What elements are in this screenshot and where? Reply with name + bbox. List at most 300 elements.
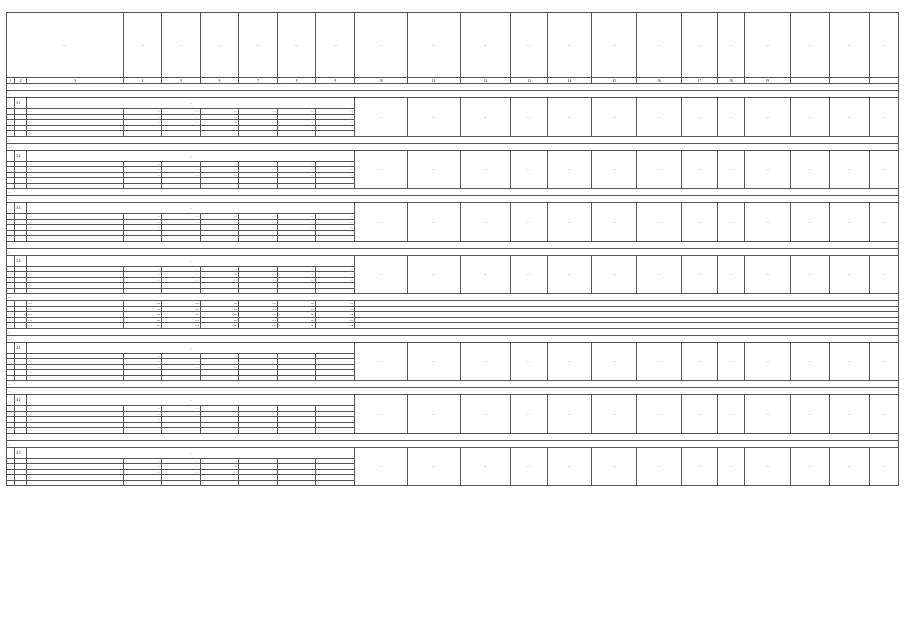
value-cell: … xyxy=(316,266,355,272)
detail-cell: … xyxy=(592,342,637,381)
detail-cell: … xyxy=(744,150,791,189)
cell xyxy=(7,447,15,458)
value-cell: … xyxy=(123,406,162,412)
value-cell: … xyxy=(162,277,201,283)
detail-cell: … xyxy=(744,447,791,486)
object-number: 4.2 xyxy=(15,395,27,406)
detail-cell: … xyxy=(870,395,899,434)
object-title: … xyxy=(27,98,355,109)
object-number: 3.3 xyxy=(15,203,27,214)
value-cell: … xyxy=(123,469,162,475)
value-cell: … xyxy=(123,411,162,417)
detail-cell: … xyxy=(791,395,830,434)
value-cell: … xyxy=(162,458,201,464)
row-label: … xyxy=(27,370,123,376)
value-cell: … xyxy=(239,219,278,225)
cell xyxy=(7,150,15,161)
col-header: … xyxy=(239,13,278,78)
row-label: … xyxy=(27,236,123,242)
detail-cell: … xyxy=(460,255,511,294)
value-cell: … xyxy=(277,214,316,220)
object-number: 4.3 xyxy=(15,447,27,458)
value-cell: … xyxy=(277,277,316,283)
row-label: … xyxy=(27,301,123,307)
value-cell: … xyxy=(277,172,316,178)
object-row xyxy=(7,255,899,266)
value-cell: … xyxy=(123,301,162,307)
detail-cell: … xyxy=(870,98,899,137)
value-cell: … xyxy=(200,225,239,231)
value-cell: … xyxy=(123,109,162,115)
value-cell: … xyxy=(316,225,355,231)
detail-cell: … xyxy=(681,342,718,381)
value-cell: … xyxy=(123,114,162,120)
row-label: … xyxy=(27,277,123,283)
value-cell: … xyxy=(123,277,162,283)
detail-cell: … xyxy=(547,203,592,242)
value-cell: … xyxy=(239,172,278,178)
value-cell: … xyxy=(162,161,201,167)
detail-cell: … xyxy=(637,395,682,434)
value-cell: … xyxy=(162,266,201,272)
value-cell: … xyxy=(123,219,162,225)
value-cell: … xyxy=(277,120,316,126)
value-cell: … xyxy=(162,323,201,329)
value-cell: … xyxy=(123,364,162,370)
value-cell: … xyxy=(200,323,239,329)
row-label: … xyxy=(27,120,123,126)
detail-cell: … xyxy=(637,98,682,137)
section-title: … xyxy=(7,189,899,196)
detail-cell: … xyxy=(460,203,511,242)
table-body xyxy=(7,84,899,486)
value-cell: … xyxy=(162,272,201,278)
row-label: … xyxy=(27,266,123,272)
detail-cell: … xyxy=(592,150,637,189)
program-title: … xyxy=(7,143,899,150)
detail-cell: … xyxy=(511,255,548,294)
value-cell: … xyxy=(200,172,239,178)
detail-cell: … xyxy=(681,150,718,189)
value-cell: … xyxy=(200,353,239,359)
col-header: … xyxy=(162,13,201,78)
value-cell: … xyxy=(239,114,278,120)
value-cell: … xyxy=(200,272,239,278)
col-number: 13 xyxy=(511,78,548,84)
col-header: … xyxy=(592,13,637,78)
value-cell: … xyxy=(239,109,278,115)
value-cell: … xyxy=(200,312,239,318)
investment-table xyxy=(6,12,899,486)
detail-cell: … xyxy=(637,203,682,242)
col-header: … xyxy=(637,13,682,78)
detail-cell: … xyxy=(547,447,592,486)
object-title: … xyxy=(27,447,355,458)
value-cell: … xyxy=(123,214,162,220)
value-cell: … xyxy=(200,214,239,220)
value-cell: … xyxy=(200,469,239,475)
col-header: … xyxy=(277,13,316,78)
detail-cell: … xyxy=(354,255,407,294)
value-cell: … xyxy=(277,219,316,225)
detail-cell: … xyxy=(511,203,548,242)
detail-cell: … xyxy=(744,98,791,137)
value-cell: … xyxy=(200,464,239,470)
col-number: 16 xyxy=(637,78,682,84)
detail-cell: … xyxy=(829,150,870,189)
detail-cell: … xyxy=(744,342,791,381)
value-cell: … xyxy=(277,161,316,167)
object-row xyxy=(7,98,899,109)
investment-table-sheet xyxy=(6,12,899,628)
col-number: 18 xyxy=(718,78,744,84)
detail-cell: … xyxy=(791,150,830,189)
col-number: 14 xyxy=(547,78,592,84)
value-cell: … xyxy=(200,458,239,464)
value-cell: … xyxy=(316,120,355,126)
section-row xyxy=(7,381,899,388)
value-cell: … xyxy=(316,167,355,173)
object-number: 3.4 xyxy=(15,255,27,266)
row-label: … xyxy=(27,214,123,220)
detail-cell: … xyxy=(592,447,637,486)
object-row xyxy=(7,447,899,458)
program-row xyxy=(7,196,899,203)
col-number: 3 xyxy=(27,78,123,84)
value-cell: … xyxy=(162,301,201,307)
value-cell: … xyxy=(162,109,201,115)
value-cell: … xyxy=(162,219,201,225)
value-cell: … xyxy=(200,109,239,115)
col-number: 5 xyxy=(162,78,201,84)
value-cell: … xyxy=(277,317,316,323)
program-row xyxy=(7,440,899,447)
value-cell: … xyxy=(316,301,355,307)
value-cell: … xyxy=(162,317,201,323)
row-label: … xyxy=(27,172,123,178)
value-cell: … xyxy=(277,272,316,278)
value-cell: … xyxy=(123,323,162,329)
detail-cell: … xyxy=(637,150,682,189)
program-title: … xyxy=(7,91,899,98)
col-number: 9 xyxy=(316,78,355,84)
row-label: … xyxy=(27,406,123,412)
value-cell: … xyxy=(316,219,355,225)
value-cell: … xyxy=(162,359,201,365)
value-cell: … xyxy=(200,219,239,225)
value-cell: … xyxy=(239,301,278,307)
detail-cell: … xyxy=(870,150,899,189)
col-number: 10 xyxy=(354,78,407,84)
value-cell: … xyxy=(316,312,355,318)
value-cell: … xyxy=(200,317,239,323)
value-cell: … xyxy=(123,312,162,318)
detail-cell: … xyxy=(870,203,899,242)
cell xyxy=(7,342,15,353)
detail-cell: … xyxy=(460,447,511,486)
col-header: … xyxy=(791,13,830,78)
value-cell: … xyxy=(123,167,162,173)
value-cell: … xyxy=(316,306,355,312)
detail-cell: … xyxy=(407,255,460,294)
detail-cell: … xyxy=(791,255,830,294)
detail-cell: … xyxy=(547,150,592,189)
col-header: … xyxy=(7,13,124,78)
detail-cell: … xyxy=(681,255,718,294)
row-label: … xyxy=(27,167,123,173)
value-cell: … xyxy=(239,277,278,283)
section-title: … xyxy=(7,328,899,335)
detail-cell: … xyxy=(744,255,791,294)
value-cell: … xyxy=(200,167,239,173)
value-cell: … xyxy=(162,469,201,475)
row-label: … xyxy=(27,417,123,423)
section-title: … xyxy=(7,241,899,248)
value-cell: … xyxy=(123,317,162,323)
col-number: 2 xyxy=(15,78,27,84)
value-cell xyxy=(123,480,162,486)
detail-cell: … xyxy=(829,447,870,486)
value-cell: … xyxy=(316,272,355,278)
value-cell: … xyxy=(162,214,201,220)
program-row xyxy=(7,143,899,150)
detail-cell: … xyxy=(460,395,511,434)
detail-cell: … xyxy=(829,203,870,242)
cell xyxy=(7,255,15,266)
detail-cell: … xyxy=(460,98,511,137)
row-label: … xyxy=(27,464,123,470)
object-row xyxy=(7,150,899,161)
detail-cell: … xyxy=(592,203,637,242)
detail-cell: … xyxy=(829,255,870,294)
value-cell: … xyxy=(162,464,201,470)
detail-cell: … xyxy=(744,395,791,434)
value-cell: … xyxy=(200,359,239,365)
row-label: … xyxy=(27,375,123,381)
detail-cell: … xyxy=(592,395,637,434)
row-label: … xyxy=(27,225,123,231)
value-cell: … xyxy=(200,306,239,312)
detail-cell: … xyxy=(511,342,548,381)
detail-cell: … xyxy=(511,447,548,486)
value-cell xyxy=(200,480,239,486)
value-cell: … xyxy=(316,114,355,120)
detail-cell: … xyxy=(354,447,407,486)
detail-cell: … xyxy=(870,447,899,486)
detail-cell: … xyxy=(791,203,830,242)
row-label: … xyxy=(27,312,123,318)
detail-cell: … xyxy=(460,150,511,189)
col-header: … xyxy=(200,13,239,78)
col-header: … xyxy=(354,13,407,78)
detail-cell: … xyxy=(592,98,637,137)
row-label: … xyxy=(27,469,123,475)
row-label: … xyxy=(27,428,123,434)
object-number: 3.1 xyxy=(15,98,27,109)
value-cell: … xyxy=(277,301,316,307)
value-cell: … xyxy=(277,167,316,173)
value-cell: … xyxy=(123,225,162,231)
col-header: … xyxy=(718,13,744,78)
detail-cell: … xyxy=(547,342,592,381)
detail-cell: … xyxy=(718,342,744,381)
object-title: … xyxy=(27,342,355,353)
value-cell xyxy=(277,480,316,486)
section-title: … xyxy=(7,433,899,440)
value-cell: … xyxy=(316,323,355,329)
col-number: 7 xyxy=(239,78,278,84)
value-cell: … xyxy=(316,172,355,178)
detail-cell: … xyxy=(829,342,870,381)
cell xyxy=(15,480,27,486)
value-cell: … xyxy=(239,317,278,323)
col-header: … xyxy=(123,13,162,78)
value-cell: … xyxy=(239,266,278,272)
row-label: … xyxy=(27,272,123,278)
detail-cell: … xyxy=(637,342,682,381)
detail-cell: … xyxy=(354,395,407,434)
program-row xyxy=(7,248,899,255)
detail-cell: … xyxy=(829,98,870,137)
value-cell: … xyxy=(239,214,278,220)
value-cell: … xyxy=(123,266,162,272)
detail-cell: … xyxy=(592,255,637,294)
value-cell: … xyxy=(162,312,201,318)
row-label: … xyxy=(27,114,123,120)
value-cell: … xyxy=(162,120,201,126)
value-cell: … xyxy=(162,225,201,231)
detail-cell: … xyxy=(407,203,460,242)
cell xyxy=(7,480,15,486)
row-label: … xyxy=(27,480,123,486)
row-label: … xyxy=(27,323,123,329)
detail-cell: … xyxy=(407,447,460,486)
section-row xyxy=(7,189,899,196)
detail-cell: … xyxy=(744,203,791,242)
value-cell: … xyxy=(123,306,162,312)
row-label: … xyxy=(27,219,123,225)
value-cell: … xyxy=(316,109,355,115)
col-number: 17 xyxy=(681,78,718,84)
row-label: … xyxy=(27,283,123,289)
detail-cell: … xyxy=(511,395,548,434)
program-title: … xyxy=(7,440,899,447)
value-cell: … xyxy=(239,225,278,231)
col-number: 1 xyxy=(7,78,15,84)
detail-cell: … xyxy=(718,447,744,486)
detail-cell: … xyxy=(681,203,718,242)
value-cell xyxy=(162,480,201,486)
summary-title: … xyxy=(7,294,899,301)
col-header: … xyxy=(744,13,791,78)
value-cell: … xyxy=(200,364,239,370)
detail-cell: … xyxy=(870,342,899,381)
value-cell: … xyxy=(277,266,316,272)
row-label: … xyxy=(27,422,123,428)
col-number: 15 xyxy=(592,78,637,84)
col-header: … xyxy=(829,13,870,78)
value-cell: … xyxy=(123,272,162,278)
detail-cell: … xyxy=(547,255,592,294)
detail-cell: … xyxy=(870,255,899,294)
object-title: … xyxy=(27,203,355,214)
col-header: … xyxy=(407,13,460,78)
value-cell: … xyxy=(123,458,162,464)
value-cell: … xyxy=(239,323,278,329)
col-number: 4 xyxy=(123,78,162,84)
value-cell: … xyxy=(200,266,239,272)
value-cell: … xyxy=(123,464,162,470)
row-label: … xyxy=(27,161,123,167)
value-cell: … xyxy=(123,417,162,423)
value-cell: … xyxy=(316,161,355,167)
summary-title-row xyxy=(7,294,899,301)
value-cell: … xyxy=(239,161,278,167)
value-cell: … xyxy=(316,214,355,220)
detail-cell: … xyxy=(511,98,548,137)
section-row xyxy=(7,84,899,91)
value-cell: … xyxy=(162,411,201,417)
col-header: … xyxy=(460,13,511,78)
value-cell: … xyxy=(123,161,162,167)
detail-cell: … xyxy=(718,150,744,189)
value-cell: … xyxy=(123,359,162,365)
value-cell: … xyxy=(162,114,201,120)
cell xyxy=(7,98,15,109)
program-title: … xyxy=(7,335,899,342)
col-header: … xyxy=(870,13,899,78)
detail-cell: … xyxy=(791,342,830,381)
program-title: … xyxy=(7,248,899,255)
col-header: … xyxy=(547,13,592,78)
row-label: … xyxy=(27,109,123,115)
row-label: … xyxy=(27,178,123,184)
value-cell: … xyxy=(200,277,239,283)
detail-cell: … xyxy=(718,395,744,434)
header-row xyxy=(7,13,899,78)
detail-cell: … xyxy=(681,395,718,434)
value-cell: … xyxy=(162,353,201,359)
object-title: … xyxy=(27,150,355,161)
value-cell: … xyxy=(162,172,201,178)
object-title: … xyxy=(27,395,355,406)
detail-cell: … xyxy=(637,447,682,486)
value-cell xyxy=(239,480,278,486)
col-number: 8 xyxy=(277,78,316,84)
col-header: … xyxy=(316,13,355,78)
row-label: … xyxy=(27,230,123,236)
value-cell: … xyxy=(239,120,278,126)
program-row xyxy=(7,91,899,98)
value-cell: … xyxy=(277,306,316,312)
row-label: … xyxy=(27,288,123,294)
value-cell: … xyxy=(200,114,239,120)
detail-cell: … xyxy=(407,395,460,434)
col-number: 12 xyxy=(460,78,511,84)
value-cell: … xyxy=(200,301,239,307)
detail-cell: … xyxy=(547,98,592,137)
detail-cell: … xyxy=(718,98,744,137)
value-cell: … xyxy=(239,272,278,278)
section-row xyxy=(7,328,899,335)
row-label: … xyxy=(27,306,123,312)
value-cell: … xyxy=(200,120,239,126)
value-cell: … xyxy=(162,167,201,173)
value-cell: … xyxy=(239,312,278,318)
col-number: 11 xyxy=(407,78,460,84)
cell xyxy=(7,203,15,214)
row-label: … xyxy=(27,359,123,365)
